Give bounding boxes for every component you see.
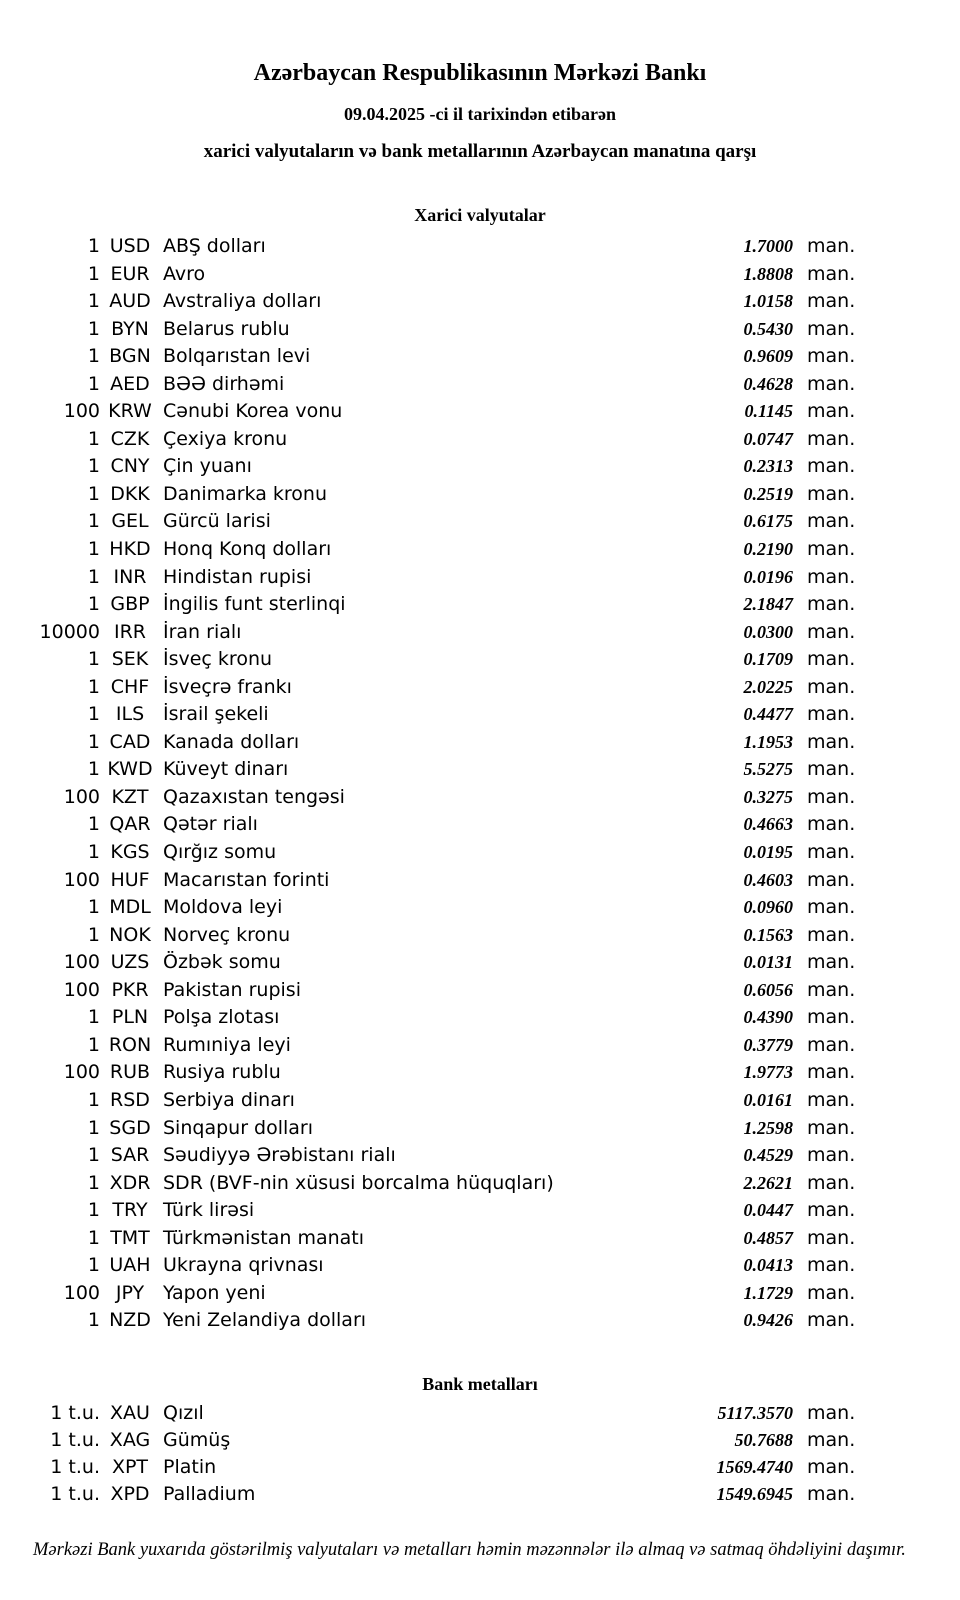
currency-row (0, 758, 960, 786)
currency-name-cell: ABŞ dolları (163, 235, 266, 257)
unit-cell: man. (807, 1456, 856, 1479)
rate-value-cell: 1.8808 (743, 263, 793, 284)
metal-name-cell: Palladium (163, 1483, 256, 1506)
quantity-cell: 1 (87, 648, 100, 671)
quantity-cell: 1 (87, 923, 100, 946)
currency-name-cell: Honq Konq dolları (163, 538, 332, 561)
rate-value-cell: 0.2519 (743, 483, 793, 504)
rate-value-cell: 0.0413 (743, 1255, 793, 1276)
unit-cell: man. (807, 648, 856, 671)
quantity-cell: 1 t.u. (50, 1456, 100, 1479)
quantity-cell: 100 (63, 951, 100, 974)
unit-cell: man. (807, 1006, 856, 1029)
quantity-cell: 1 (87, 235, 100, 257)
unit-cell: man. (807, 1061, 856, 1084)
currency-row (0, 1006, 960, 1034)
quantity-cell: 1 (87, 593, 100, 616)
currency-name-cell: Türk lirəsi (163, 1199, 255, 1222)
rate-value-cell: 0.2313 (743, 456, 793, 477)
unit-cell: man. (807, 978, 856, 1001)
currency-code-cell: XDR (109, 1171, 151, 1194)
document-subtitle: xarici valyutaların və bank metallarının Azərbaycan manatına qarşı (203, 141, 757, 162)
metal-code-cell: XAU (110, 1401, 150, 1424)
currency-row (0, 1089, 960, 1117)
currency-code-cell: RSD (110, 1088, 150, 1111)
rate-value-cell: 0.0131 (743, 952, 793, 973)
quantity-cell: 1 (87, 1006, 100, 1029)
unit-cell: man. (807, 482, 856, 505)
quantity-cell: 1 (87, 675, 100, 698)
currency-name-cell: Rusiya rublu (163, 1061, 281, 1084)
currency-row (0, 924, 960, 952)
currency-row (0, 1117, 960, 1145)
currency-code-cell: SEK (111, 648, 149, 671)
rate-value-cell: 0.0161 (743, 1089, 793, 1110)
rate-value-cell: 0.0300 (743, 621, 793, 642)
unit-cell: man. (807, 675, 856, 698)
currency-name-cell: Ukrayna qrivnası (163, 1254, 324, 1277)
unit-cell: man. (807, 896, 856, 919)
rate-value-cell: 0.2190 (743, 539, 793, 560)
currency-row (0, 428, 960, 456)
unit-cell: man. (807, 235, 856, 257)
quantity-cell: 10000 (39, 620, 100, 643)
quantity-cell: 100 (63, 785, 100, 808)
unit-cell: man. (807, 813, 856, 836)
unit-cell: man. (807, 951, 856, 974)
rate-value-cell: 0.0195 (743, 842, 793, 863)
currency-row (0, 1254, 960, 1282)
rate-value-cell: 1.0158 (743, 291, 793, 312)
currency-code-cell: MDL (109, 896, 151, 919)
currency-name-cell: Danimarka kronu (163, 482, 328, 505)
currency-code-cell: KGS (110, 841, 150, 864)
metal-code-cell: XPT (111, 1456, 149, 1479)
currency-code-cell: ILS (115, 703, 145, 726)
metal-row (0, 1429, 960, 1456)
currency-name-cell: Küveyt dinarı (163, 758, 289, 781)
unit-cell: man. (807, 1171, 856, 1194)
unit-cell: man. (807, 345, 856, 368)
currency-row (0, 483, 960, 511)
currency-row (0, 455, 960, 483)
rate-value-cell: 0.3275 (743, 786, 793, 807)
currency-row (0, 538, 960, 566)
rate-value-cell: 0.1709 (743, 649, 793, 670)
unit-cell: man. (807, 1429, 856, 1452)
currency-code-cell: KRW (108, 400, 152, 423)
rate-value-cell: 5.5275 (743, 759, 793, 780)
quantity-cell: 1 (87, 1033, 100, 1056)
quantity-cell: 1 (87, 317, 100, 340)
rate-value-cell: 0.6175 (743, 511, 793, 532)
rate-value-cell: 0.4390 (743, 1007, 793, 1028)
metal-code-cell: XAG (109, 1429, 151, 1452)
rate-value-cell: 1.1953 (743, 731, 793, 752)
currency-code-cell: DKK (110, 482, 150, 505)
currency-code-cell: INR (113, 565, 147, 588)
rate-value-cell: 0.4529 (743, 1145, 793, 1166)
rate-value-cell: 0.0960 (743, 897, 793, 918)
metal-name-cell: Gümüş (163, 1429, 231, 1452)
rate-value-cell: 1569.4740 (716, 1457, 793, 1478)
quantity-cell: 1 (87, 538, 100, 561)
currency-code-cell: PKR (111, 978, 149, 1001)
unit-cell: man. (807, 1281, 856, 1304)
currency-name-cell: İsrail şekeli (163, 703, 269, 726)
document-header (0, 0, 960, 165)
currency-row (0, 813, 960, 841)
unit-cell: man. (807, 510, 856, 533)
quantity-cell: 100 (63, 868, 100, 891)
rate-value-cell: 1549.6945 (716, 1484, 793, 1505)
currency-row (0, 1172, 960, 1200)
quantity-cell: 1 (87, 372, 100, 395)
currency-name-cell: Qazaxıstan tengəsi (163, 785, 345, 808)
unit-cell: man. (807, 758, 856, 781)
rate-value-cell: 1.7000 (743, 236, 793, 256)
rate-value-cell: 0.3779 (743, 1034, 793, 1055)
rate-value-cell: 0.0196 (743, 566, 793, 587)
unit-cell: man. (807, 841, 856, 864)
currency-code-cell: KWD (107, 758, 153, 781)
unit-cell: man. (807, 565, 856, 588)
currency-row (0, 951, 960, 979)
quantity-cell: 1 (87, 345, 100, 368)
currency-code-cell: UAH (109, 1254, 151, 1277)
rate-value-cell: 2.1847 (743, 594, 793, 615)
unit-cell: man. (807, 620, 856, 643)
currency-name-cell: Yapon yeni (163, 1281, 266, 1304)
quantity-cell: 100 (63, 400, 100, 423)
currency-name-cell: Cənubi Korea vonu (163, 400, 343, 423)
unit-cell: man. (807, 1088, 856, 1111)
rate-value-cell: 0.4663 (743, 814, 793, 835)
unit-cell: man. (807, 703, 856, 726)
quantity-cell: 1 (87, 1171, 100, 1194)
currency-name-cell: Kanada dolları (163, 730, 300, 753)
currency-code-cell: TRY (112, 1199, 148, 1222)
rate-value-cell: 0.9426 (743, 1310, 793, 1331)
unit-cell: man. (807, 1254, 856, 1277)
metals-table (0, 1402, 960, 1511)
quantity-cell: 1 (87, 455, 100, 478)
rate-value-cell: 0.4628 (743, 373, 793, 394)
currency-row (0, 896, 960, 924)
quantity-cell: 1 t.u. (50, 1429, 100, 1452)
unit-cell: man. (807, 400, 856, 423)
currency-row (0, 400, 960, 428)
currency-name-cell: BƏƏ dirhəmi (163, 372, 285, 395)
quantity-cell: 1 (87, 1116, 100, 1139)
unit-cell: man. (807, 372, 856, 395)
currency-name-cell: İsveçrə frankı (163, 675, 292, 698)
currency-code-cell: AED (110, 372, 150, 395)
currency-code-cell: HUF (110, 868, 150, 891)
unit-cell: man. (807, 1226, 856, 1249)
currency-name-cell: Pakistan rupisi (163, 978, 301, 1001)
quantity-cell: 1 (87, 1144, 100, 1167)
unit-cell: man. (807, 923, 856, 946)
quantity-cell: 1 (87, 290, 100, 313)
rate-value-cell: 0.1145 (744, 401, 793, 422)
currency-row (0, 979, 960, 1007)
currency-name-cell: Moldova leyi (163, 896, 283, 919)
rate-value-cell: 0.5430 (743, 318, 793, 339)
currency-code-cell: SGD (109, 1116, 151, 1139)
currency-row (0, 318, 960, 346)
currency-name-cell: Norveç kronu (163, 923, 291, 946)
currency-row (0, 1061, 960, 1089)
currency-row (0, 869, 960, 897)
rate-value-cell: 5117.3570 (717, 1402, 793, 1423)
currency-row (0, 290, 960, 318)
currency-name-cell: Rumıniya leyi (163, 1033, 291, 1056)
metal-code-cell: XPD (110, 1483, 150, 1506)
rate-value-cell: 0.1563 (743, 924, 793, 945)
quantity-cell: 1 (87, 841, 100, 864)
currency-row (0, 676, 960, 704)
effective-date-line: 09.04.2025 -ci il tarixindən etibarən (344, 104, 616, 124)
metals-section-heading: Bank metalları (422, 1373, 538, 1394)
quantity-cell: 1 (87, 1309, 100, 1332)
currency-code-cell: BGN (109, 345, 151, 368)
currency-code-cell: JPY (115, 1281, 145, 1304)
quantity-cell: 1 (87, 730, 100, 753)
currency-row (0, 1144, 960, 1172)
currencies-table (0, 235, 960, 1337)
currency-row (0, 235, 960, 263)
metal-row (0, 1483, 960, 1510)
quantity-cell: 1 (87, 565, 100, 588)
currency-row (0, 648, 960, 676)
unit-cell: man. (807, 868, 856, 891)
currency-name-cell: Avstraliya dolları (163, 290, 322, 313)
currency-code-cell: GEL (111, 510, 149, 533)
currency-row (0, 1034, 960, 1062)
currencies-section-heading: Xarici valyutalar (414, 205, 546, 225)
currency-name-cell: Belarus rublu (163, 317, 290, 340)
unit-cell: man. (807, 538, 856, 561)
metal-row (0, 1456, 960, 1483)
currency-code-cell: HKD (109, 538, 151, 561)
currency-name-cell: Gürcü larisi (163, 510, 271, 533)
document-title: Azərbaycan Respublikasının Mərkəzi Bankı (253, 60, 707, 86)
metal-name-cell: Qızıl (163, 1401, 204, 1424)
currency-code-cell: UZS (110, 951, 150, 974)
currency-code-cell: RUB (109, 1061, 151, 1084)
currency-name-cell: Çin yuanı (163, 455, 252, 478)
quantity-cell: 1 (87, 896, 100, 919)
currency-row (0, 1309, 960, 1337)
currency-name-cell: Səudiyyə Ərəbistanı rialı (163, 1144, 396, 1167)
quantity-cell: 1 (87, 703, 100, 726)
currency-name-cell: Qırğız somu (163, 841, 277, 864)
rate-value-cell: 2.0225 (743, 676, 793, 697)
currency-code-cell: TMT (110, 1226, 150, 1249)
quantity-cell: 1 (87, 262, 100, 285)
quantity-cell: 1 (87, 482, 100, 505)
currency-code-cell: KZT (111, 785, 149, 808)
currency-row (0, 263, 960, 291)
unit-cell: man. (807, 1483, 856, 1506)
currency-row (0, 373, 960, 401)
unit-cell: man. (807, 317, 856, 340)
unit-cell: man. (807, 785, 856, 808)
quantity-cell: 1 (87, 427, 100, 450)
currency-code-cell: CZK (110, 427, 150, 450)
metal-row (0, 1402, 960, 1429)
metal-name-cell: Platin (163, 1456, 217, 1479)
quantity-cell: 1 (87, 813, 100, 836)
currency-name-cell: Çexiya kronu (163, 427, 288, 450)
currency-row (0, 1282, 960, 1310)
rate-value-cell: 1.1729 (743, 1282, 793, 1303)
currency-row (0, 510, 960, 538)
quantity-cell: 100 (63, 978, 100, 1001)
currency-name-cell: İsveç kronu (163, 648, 273, 671)
currency-row (0, 566, 960, 594)
currency-name-cell: Serbiya dinarı (163, 1088, 295, 1111)
quantity-cell: 1 (87, 1088, 100, 1111)
currency-row (0, 841, 960, 869)
unit-cell: man. (807, 593, 856, 616)
currency-code-cell: BYN (111, 317, 149, 340)
quantity-cell: 100 (63, 1281, 100, 1304)
unit-cell: man. (807, 1144, 856, 1167)
currency-row (0, 786, 960, 814)
currency-row (0, 593, 960, 621)
quantity-cell: 1 t.u. (50, 1401, 100, 1424)
rate-value-cell: 0.0447 (743, 1200, 793, 1221)
rate-value-cell: 0.9609 (743, 346, 793, 367)
currency-name-cell: SDR (BVF-nin xüsusi borcalma hüquqları) (163, 1171, 554, 1194)
rate-value-cell: 1.9773 (743, 1062, 793, 1083)
unit-cell: man. (807, 730, 856, 753)
currency-name-cell: İngilis funt sterlinqi (163, 593, 346, 616)
unit-cell: man. (807, 427, 856, 450)
currency-name-cell: Bolqarıstan levi (163, 345, 311, 368)
currency-name-cell: Macarıstan forinti (163, 868, 330, 891)
currency-row (0, 731, 960, 759)
currency-name-cell: Türkmənistan manatı (163, 1226, 365, 1249)
currency-code-cell: GBP (110, 593, 150, 616)
quantity-cell: 1 (87, 1226, 100, 1249)
currency-name-cell: İran rialı (163, 620, 242, 643)
disclaimer-note: Mərkəzi Bank yuxarıda göstərilmiş valyutaları və metalları həmin məzənnələr ilə almaq və satmaq öhdəliyini daşımır. (33, 1539, 906, 1560)
quantity-cell: 1 (87, 1254, 100, 1277)
quantity-cell: 1 (87, 510, 100, 533)
currency-code-cell: RON (108, 1033, 152, 1056)
currency-code-cell: CAD (109, 730, 151, 753)
currency-code-cell: CHF (110, 675, 150, 698)
unit-cell: man. (807, 262, 856, 285)
rate-value-cell: 0.4477 (743, 704, 793, 725)
currency-code-cell: IRR (113, 620, 146, 643)
currency-row (0, 621, 960, 649)
currency-name-cell: Yeni Zelandiya dolları (163, 1309, 367, 1332)
currency-name-cell: Hindistan rupisi (163, 565, 312, 588)
currency-name-cell: Polşa zlotası (163, 1006, 280, 1029)
unit-cell: man. (807, 290, 856, 313)
currency-code-cell: NOK (109, 923, 151, 946)
currency-code-cell: AUD (109, 290, 151, 313)
currency-row (0, 345, 960, 373)
rate-value-cell: 50.7688 (734, 1430, 793, 1451)
currency-name-cell: Sinqapur dolları (163, 1116, 314, 1139)
quantity-cell: 1 t.u. (50, 1483, 100, 1506)
quantity-cell: 1 (87, 1199, 100, 1222)
currency-code-cell: CNY (110, 455, 150, 478)
unit-cell: man. (807, 1116, 856, 1139)
currency-code-cell: PLN (111, 1006, 149, 1029)
rate-value-cell: 0.4603 (743, 869, 793, 890)
currency-row (0, 1199, 960, 1227)
currency-code-cell: USD (109, 235, 151, 257)
unit-cell: man. (807, 1309, 856, 1332)
currency-name-cell: Özbək somu (163, 951, 281, 974)
rate-value-cell: 1.2598 (743, 1117, 793, 1138)
quantity-cell: 1 (87, 758, 100, 781)
currency-row (0, 703, 960, 731)
rate-value-cell: 0.6056 (743, 979, 793, 1000)
unit-cell: man. (807, 1401, 856, 1424)
currency-name-cell: Qətər rialı (163, 813, 258, 836)
rate-value-cell: 2.2621 (743, 1172, 793, 1193)
unit-cell: man. (807, 1199, 856, 1222)
rate-value-cell: 0.0747 (743, 428, 793, 449)
quantity-cell: 100 (63, 1061, 100, 1084)
currency-name-cell: Avro (163, 262, 206, 285)
currency-code-cell: NZD (109, 1309, 151, 1332)
unit-cell: man. (807, 1033, 856, 1056)
currency-code-cell: EUR (110, 262, 150, 285)
currency-code-cell: QAR (109, 813, 151, 836)
rate-value-cell: 0.4857 (743, 1227, 793, 1248)
unit-cell: man. (807, 455, 856, 478)
currency-code-cell: SAR (110, 1144, 150, 1167)
currency-row (0, 1227, 960, 1255)
